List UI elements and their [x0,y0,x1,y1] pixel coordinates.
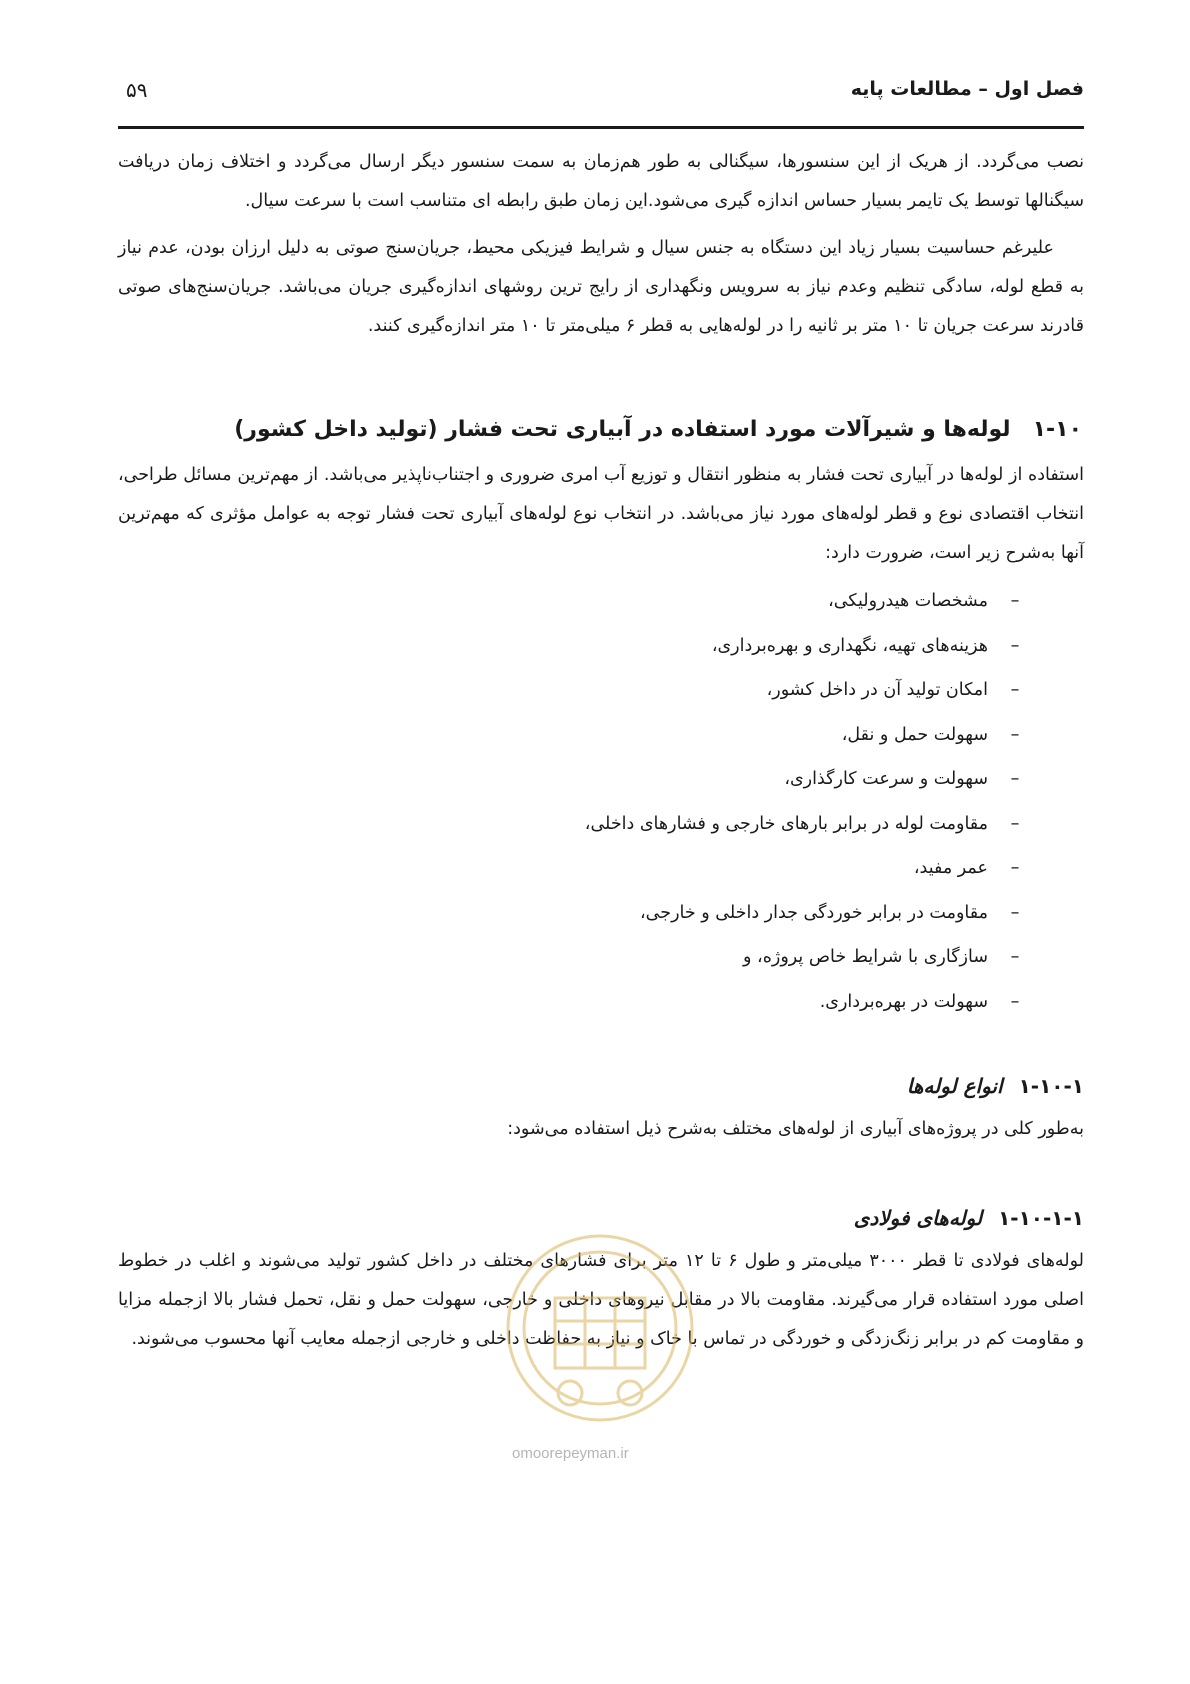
bullet-dash: – [1010,635,1020,656]
subsubsection-number: ۱-۱۰-۱-۱ [998,1206,1084,1230]
bullet-dash: – [1010,680,1020,700]
section-heading [118,410,1084,450]
subsection-number: ۱-۱۰-۱ [1018,1074,1084,1098]
section-1-10-1 [118,1066,1084,1149]
section-1-10 [118,410,1084,1024]
list-item-text: سازگاری با شرایط خاص پروژه، و [743,947,988,967]
bullet-dash: – [1010,858,1020,878]
list-item-text: سهولت در بهره‌برداری. [819,991,988,1012]
list-item [118,668,1084,713]
section-paragraph: استفاده از لوله‌ها در آبیاری تحت فشار به منظور انتقال و توزیع آب امری ضروری و اجتناب‌ناپذیر می‌باشد. از مهم‌ترین مسائل طراحی، انتخاب اقتصادی نوع و قطر لوله‌های مورد نیاز می‌باشد. در انتخاب نوع لوله‌های آبیاری تحت فشار توجه به عوامل مؤثری که مهم‌ترین آنها به‌شرح زیر است، ضرورت دارد: [118,465,1084,563]
list-item [118,579,1084,624]
list-item [118,846,1084,891]
list-item [118,713,1084,758]
bullet-dash: – [1010,902,1020,923]
subsection-heading [118,1066,1084,1106]
page-header [118,78,1084,106]
list-item [118,891,1084,936]
watermark-url: omoorepeyman.ir [512,1445,629,1462]
list-item-text: سهولت و سرعت کارگذاری، [784,769,988,789]
section-number: ۱-۱۰ [1032,417,1082,442]
subsubsection-paragraph: لوله‌های فولادی تا قطر ۳۰۰۰ میلی‌متر و طول ۶ تا ۱۲ متر برای فشارهای مختلف در داخل کشور تولید می‌شوند و اغلب در خطوط اصلی مورد استفاده قرار می‌گیرند. مقاومت بالا در مقابل نیروهای داخلی و خارجی، سهولت حمل و نقل، تحمل فشار بالا ازجمله مزایا و مقاومت کم در برابر زنگ‌زدگی و خوردگی در تماس با خاک و نیاز به حفاظت داخلی و خارجی ازجمله معایب آنها محسوب می‌شوند. [118,1251,1085,1349]
bullet-dash: – [1010,813,1020,834]
list-item [118,980,1084,1025]
list-item-text: عمر مفید، [913,858,988,878]
bullet-dash: – [1010,769,1020,789]
bullet-dash: – [1010,947,1020,967]
factors-list [118,579,1084,1024]
list-item [118,802,1084,847]
chapter-title: فصل اول – مطالعات پایه [850,78,1084,100]
list-item [118,624,1084,669]
list-item [118,935,1084,980]
intro-paragraph-2: علیرغم حساسیت بسیار زیاد این دستگاه به جنس سیال و شرایط فیزیکی محیط، جریان‌سنج صوتی به دلیل ارزان بودن، عدم نیاز به قطع لوله، سادگی تنظیم وعدم نیاز به سرویس ونگهداری از رایج ترین روشهای اندازه‌گیری جریان می‌باشد. جریان‌سنج‌های صوتی قادرند سرعت جریان تا ۱۰ متر بر ثانیه را در لوله‌هایی به قطر ۶ میلی‌متر تا ۱۰ متر اندازه‌گیری کنند. [118,238,1084,336]
list-item-text: امکان تولید آن در داخل کشور، [766,680,988,700]
list-item-text: هزینه‌های تهیه، نگهداری و بهره‌برداری، [711,635,988,656]
bullet-dash: – [1010,991,1020,1012]
list-item-text: مقاومت لوله در برابر بارهای خارجی و فشارهای داخلی، [584,813,988,834]
intro-paragraph-1: نصب می‌گردد. از هریک از این سنسورها، سیگنالی به طور هم‌زمان به سمت سنسور دیگر ارسال می‌گردد و اختلاف زمان دریافت سیگنالها توسط یک تایمر بسیار حساس اندازه گیری می‌شود.این زمان طبق رابطه ای متناسب است با سرعت سیال. [118,152,1084,211]
list-item-text: سهولت حمل و نقل، [841,724,988,745]
subsubsection-title: لوله‌های فولادی [853,1206,983,1230]
header-divider [118,126,1084,129]
list-item-text: مقاومت در برابر خوردگی جدار داخلی و خارجی، [640,902,988,923]
bullet-dash: – [1010,591,1020,611]
bullet-dash: – [1010,724,1020,745]
page-number: ۵۹ [126,78,148,102]
watermark-logo [500,1228,700,1448]
list-item-text: مشخصات هیدرولیکی، [828,591,988,611]
subsection-title: انواع لوله‌ها [906,1074,1003,1098]
subsection-paragraph: به‌طور کلی در پروژه‌های آبیاری از لوله‌های مختلف به‌شرح ذیل استفاده می‌شود: [507,1119,1084,1139]
section-title: لوله‌ها و شیرآلات مورد استفاده در آبیاری تحت فشار (تولید داخل کشور) [234,417,1011,442]
intro-section [118,143,1084,346]
list-item [118,757,1084,802]
